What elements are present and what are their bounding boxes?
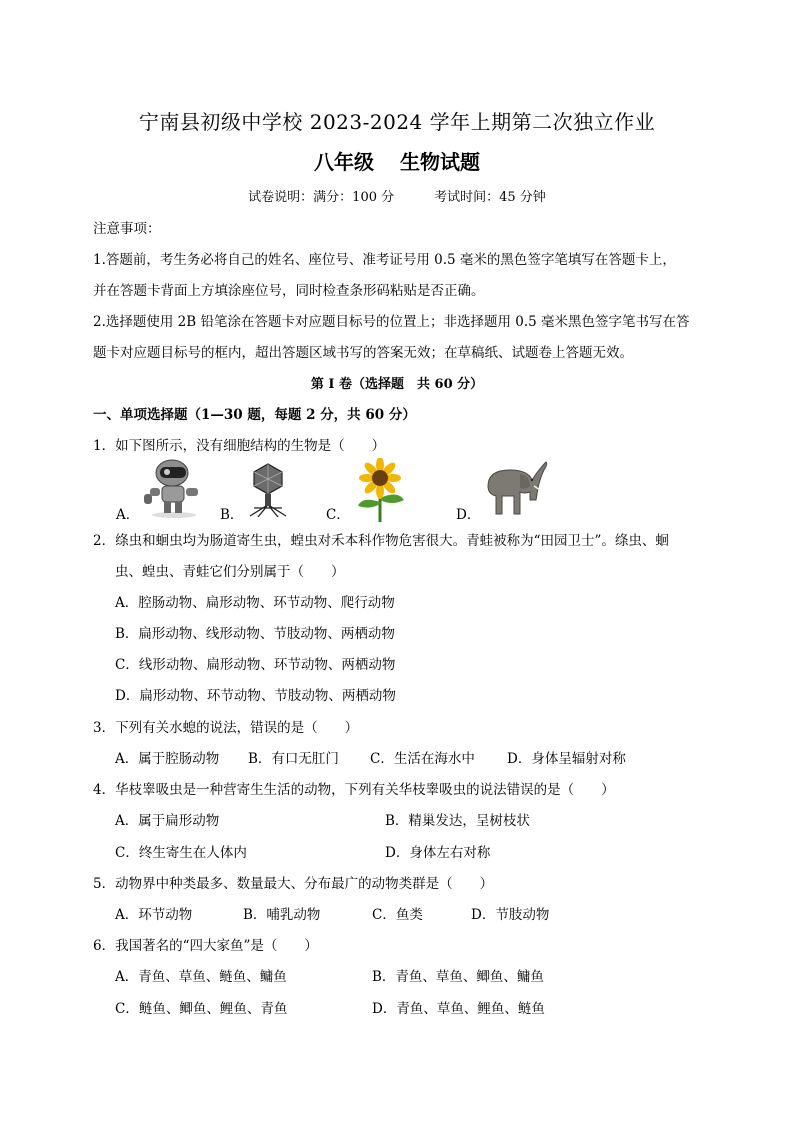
q5-option-c: C．鱼类 — [372, 907, 423, 923]
q1-option-a: A． — [116, 507, 140, 523]
notes-heading: 注意事项： — [93, 221, 161, 237]
q4-option-a: A．属于扁形动物 — [115, 813, 220, 829]
q2-option-a: A．腔肠动物、扁形动物、环节动物、爬行动物 — [115, 595, 395, 611]
robot-icon — [138, 458, 210, 518]
part-1-title: 第 I 卷（选择题 共 60 分） — [310, 377, 484, 392]
q6-stem: 6．我国著名的“四大家鱼”是（ ） — [93, 938, 318, 954]
q5-stem: 5．动物界中种类最多、数量最大、分布最广的动物类群是（ ） — [93, 876, 494, 892]
q3-option-d: D．身体呈辐射对称 — [507, 751, 626, 767]
q4-option-b: B．精巢发达，呈树枝状 — [385, 813, 530, 829]
elephant-icon — [480, 460, 552, 518]
q1-option-d: D． — [456, 507, 481, 523]
q2-stem-line-2: 虫、蝗虫、青蛙它们分别属于（ ） — [115, 564, 345, 580]
q3-option-c: C．生活在海水中 — [370, 751, 475, 767]
grade-label: 八年级 — [314, 150, 374, 174]
q5-option-b: B．哺乳动物 — [243, 907, 321, 923]
q6-option-b: B．青鱼、草鱼、鲫鱼、鳙鱼 — [372, 969, 544, 985]
subject-label: 生物试题 — [400, 150, 480, 174]
note-1-line-2: 并在答题卡背面上方填涂座位号，同时检查条形码粘贴是否正确。 — [93, 283, 485, 299]
full-score: 试卷说明：满分：100 分 — [248, 190, 395, 205]
q1-option-c: C． — [326, 507, 350, 523]
note-2-line-1: 2.选择题使用 2B 铅笔涂在答题卡对应题目标号的位置上；非选择题用 0.5 毫米黑色签字笔书写在答 — [93, 314, 690, 330]
q3-stem: 3．下列有关水螅的说法，错误的是（ ） — [93, 720, 359, 736]
q4-stem: 4．华枝睾吸虫是一种营寄生生活的动物，下列有关华枝睾吸虫的说法错误的是（ ） — [93, 782, 615, 798]
q3-option-a: A．属于腔肠动物 — [115, 751, 220, 767]
q4-option-c: C．终生寄生在人体内 — [115, 845, 247, 861]
q6-option-c: C．鲢鱼、鲫鱼、鲤鱼、青鱼 — [115, 1001, 288, 1017]
q2-option-b: B．扁形动物、线形动物、节肢动物、两栖动物 — [115, 626, 395, 642]
q1-option-b: B． — [220, 507, 244, 523]
q1-stem: 1．如下图所示，没有细胞结构的生物是（ ） — [93, 438, 386, 454]
q2-stem-line-1: 2．绦虫和蛔虫均为肠道寄生虫，蝗虫对禾本科作物危害很大。青蛙被称为“田园卫士”。绦虫、蛔 — [93, 533, 669, 549]
q5-option-d: D．节肢动物 — [471, 907, 550, 923]
q4-option-d: D．身体左右对称 — [385, 845, 491, 861]
sunflower-icon — [350, 458, 410, 522]
q6-option-d: D．青鱼、草鱼、鲤鱼、鲢鱼 — [372, 1001, 545, 1017]
exam-info — [0, 186, 794, 205]
exam-subtitle — [0, 146, 794, 175]
exam-title: 宁南县初级中学校 2023-2024 学年上期第二次独立作业 — [138, 110, 656, 134]
q5-option-a: A．环节动物 — [115, 907, 193, 923]
q3-option-b: B．有口无肛门 — [248, 751, 339, 767]
q2-option-d: D．扁形动物、环节动物、节肢动物、两栖动物 — [115, 688, 396, 704]
virus-icon — [244, 462, 292, 518]
q6-option-a: A．青鱼、草鱼、鲢鱼、鳙鱼 — [115, 969, 287, 985]
section-title: 一、单项选择题（1—30 题，每题 2 分，共 60 分） — [93, 407, 416, 423]
note-1-line-1: 1.答题前，考生务必将自己的姓名、座位号、准考证号用 0.5 毫米的黑色签字笔填写在答题卡上， — [93, 252, 676, 268]
note-2-line-2: 题卡对应题目标号的框内，超出答题区域书写的答案无效；在草稿纸、试题卷上答题无效。 — [93, 345, 633, 361]
exam-time: 考试时间：45 分钟 — [434, 190, 546, 205]
q2-option-c: C．线形动物、扁形动物、环节动物、两栖动物 — [115, 657, 396, 673]
